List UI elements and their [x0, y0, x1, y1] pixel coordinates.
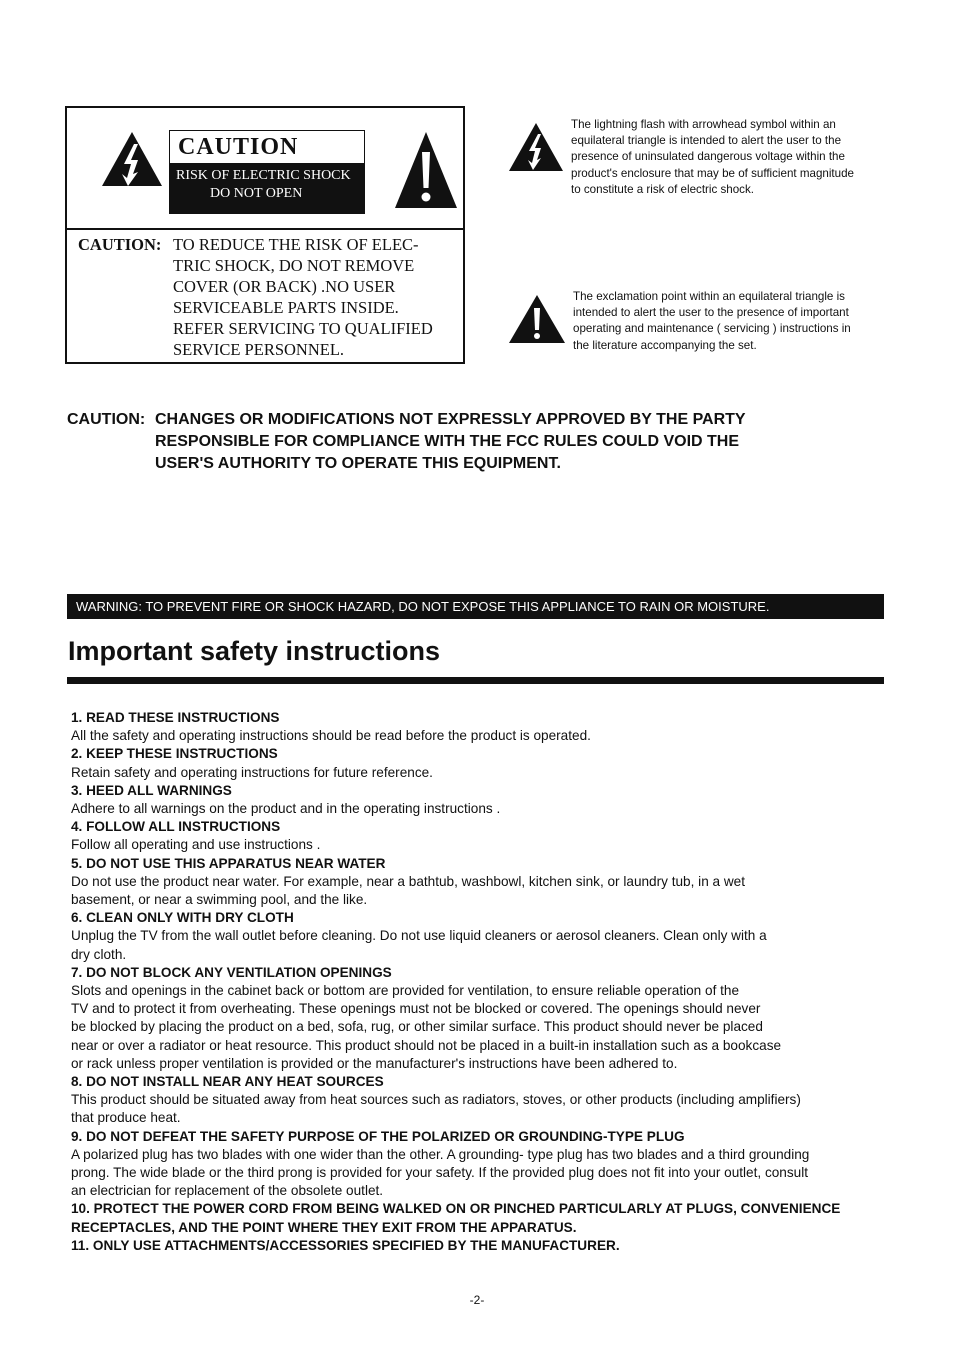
description-line: The exclamation point within an equilateral triangle is	[573, 290, 845, 303]
instruction-line: Unplug the TV from the wall outlet before cleaning. Do not use liquid cleaners or aerosol cleaners. Clean only with a	[71, 928, 767, 944]
description-line: presence of uninsulated dangerous voltage within the	[571, 150, 845, 164]
instruction-line: be blocked by placing the product on a bed, sofa, rug, or other similar surface. This product should never be placed	[71, 1019, 763, 1035]
fcc-line: USER'S AUTHORITY TO OPERATE THIS EQUIPMENT.	[155, 455, 561, 472]
caution-line: TO REDUCE THE RISK OF ELEC-	[173, 235, 419, 254]
instruction-line: TV and to protect it from overheating. These openings must not be blocked or covered. The openings should never	[71, 1001, 761, 1017]
lightning-triangle-icon	[100, 130, 164, 188]
caution-line: TRIC SHOCK, DO NOT REMOVE	[173, 256, 415, 275]
description-line: The lightning flash with arrowhead symbol within an	[571, 118, 836, 131]
exclamation-triangle-icon	[508, 294, 566, 344]
instruction-title: 2. KEEP THESE INSTRUCTIONS	[71, 746, 278, 762]
caution-label-header	[67, 108, 463, 230]
fcc-caution-body	[155, 409, 855, 475]
instruction-line: Retain safety and operating instructions for future reference.	[71, 764, 433, 780]
instruction-line: near or over a radiator or heat resource. This product should not be placed in a built-in installation such as a bookcase	[71, 1037, 782, 1053]
caution-statement	[78, 234, 458, 360]
instruction-line: Do not use the product near water. For example, near a bathtub, washbowl, kitchen sink, or laundry tub, in a wet	[71, 873, 746, 889]
exclamation-symbol-explanation	[508, 290, 888, 354]
instruction-title: 1. READ THESE INSTRUCTIONS	[71, 710, 280, 725]
instructions-list	[71, 709, 881, 1255]
caution-line: REFER SERVICING TO QUALIFIED	[173, 319, 433, 338]
instruction-title: RECEPTACLES, AND THE POINT WHERE THEY EXIT FROM THE APPARATUS.	[71, 1219, 577, 1235]
instruction-line: Adhere to all warnings on the product and in the operating instructions .	[71, 801, 501, 817]
instruction-title: 11. ONLY USE ATTACHMENTS/ACCESSORIES SPECIFIED BY THE MANUFACTURER.	[71, 1237, 620, 1253]
description-line: product's enclosure that may be of sufficient magnitude	[571, 166, 854, 180]
instruction-description	[71, 873, 881, 909]
warning-banner: WARNING: TO PREVENT FIRE OR SHOCK HAZARD, DO NOT EXPOSE THIS APPLIANCE TO RAIN OR MOISTURE.	[67, 594, 884, 619]
fcc-line: RESPONSIBLE FOR COMPLIANCE WITH THE FCC RULES COULD VOID THE	[155, 433, 740, 450]
caution-title: CAUTION	[178, 134, 299, 160]
instruction-line: prong. The wide blade or the third prong is provided for your safety. If the provided plug does not fit into your outlet, consult	[71, 1165, 809, 1181]
instruction-line: A polarized plug has two blades with one wider than the other. A grounding- type plug has two blades and a third grounding	[71, 1146, 810, 1162]
exclamation-triangle-icon	[393, 130, 459, 210]
caution-line: COVER (OR BACK) .NO USER	[173, 277, 396, 296]
instruction-title: 3. HEED ALL WARNINGS	[71, 782, 232, 798]
instruction-line: basement, or near a swimming pool, and the like.	[71, 892, 368, 908]
page-number: -2-	[469, 1293, 485, 1307]
instruction-title: 5. DO NOT USE THIS APPARATUS NEAR WATER	[71, 855, 386, 871]
instruction-line: All the safety and operating instructions should be read before the product is operated.	[71, 728, 591, 744]
caution-line: SERVICEABLE PARTS INSIDE.	[173, 298, 399, 317]
instruction-description	[71, 836, 881, 854]
description-line: the literature accompanying the set.	[573, 338, 757, 352]
lightning-description	[571, 117, 854, 198]
caution-label	[169, 130, 365, 214]
instruction-line: dry cloth.	[71, 946, 127, 962]
instruction-title: 4. FOLLOW ALL INSTRUCTIONS	[71, 819, 281, 835]
lightning-triangle-icon	[508, 122, 564, 172]
page-title: Important safety instructions	[68, 636, 441, 666]
instruction-title: 10. PROTECT THE POWER CORD FROM BEING WALKED ON OR PINCHED PARTICULARLY AT PLUGS, CONVENIENCE	[71, 1201, 841, 1217]
instruction-description	[71, 927, 881, 963]
instruction-line: an electrician for replacement of the obsolete outlet.	[71, 1183, 384, 1199]
instruction-description	[71, 1146, 881, 1201]
caution-lead: CAUTION:	[78, 235, 162, 254]
fcc-caution-lead: CAUTION:	[67, 411, 146, 428]
heading-divider	[67, 677, 884, 684]
instruction-description	[71, 727, 881, 745]
risk-text: RISK OF ELECTRIC SHOCK	[176, 168, 351, 183]
exclamation-description	[573, 289, 851, 354]
instruction-description	[71, 800, 881, 818]
caution-body	[173, 234, 458, 360]
instruction-line: or rack unless proper ventilation is provided or the manufacturer's instructions have been adhered to.	[71, 1055, 678, 1071]
fcc-line: CHANGES OR MODIFICATIONS NOT EXPRESSLY APPROVED BY THE PARTY	[155, 411, 746, 428]
description-line: operating and maintenance ( servicing ) instructions in	[573, 322, 851, 336]
instruction-title: 7. DO NOT BLOCK ANY VENTILATION OPENINGS	[71, 964, 392, 980]
instruction-line: that produce heat.	[71, 1110, 181, 1126]
caution-label-box	[65, 106, 465, 364]
instruction-line: Slots and openings in the cabinet back or bottom are provided for ventilation, to ensure reliable operation of the	[71, 983, 740, 999]
description-line: intended to alert the user to the presence of important	[573, 306, 849, 320]
description-line: equilateral triangle is intended to alert the user to the	[571, 134, 842, 148]
description-line: to constitute a risk of electric shock.	[571, 182, 754, 196]
instruction-title: 9. DO NOT DEFEAT THE SAFETY PURPOSE OF THE POLARIZED OR GROUNDING-TYPE PLUG	[71, 1128, 685, 1144]
instruction-line: This product should be situated away from heat sources such as radiators, stoves, or other products (including amplifiers)	[71, 1092, 801, 1108]
caution-label-black	[170, 163, 364, 213]
caution-line: SERVICE PERSONNEL.	[173, 340, 345, 359]
instruction-title: 8. DO NOT INSTALL NEAR ANY HEAT SOURCES	[71, 1074, 384, 1090]
instruction-description	[71, 1091, 881, 1127]
instruction-description	[71, 764, 881, 782]
instruction-title: 6. CLEAN ONLY WITH DRY CLOTH	[71, 910, 294, 926]
instruction-line: Follow all operating and use instructions .	[71, 837, 321, 853]
do-not-open-text: DO NOT OPEN	[210, 186, 303, 201]
lightning-symbol-explanation	[508, 118, 888, 202]
instruction-description	[71, 982, 881, 1073]
